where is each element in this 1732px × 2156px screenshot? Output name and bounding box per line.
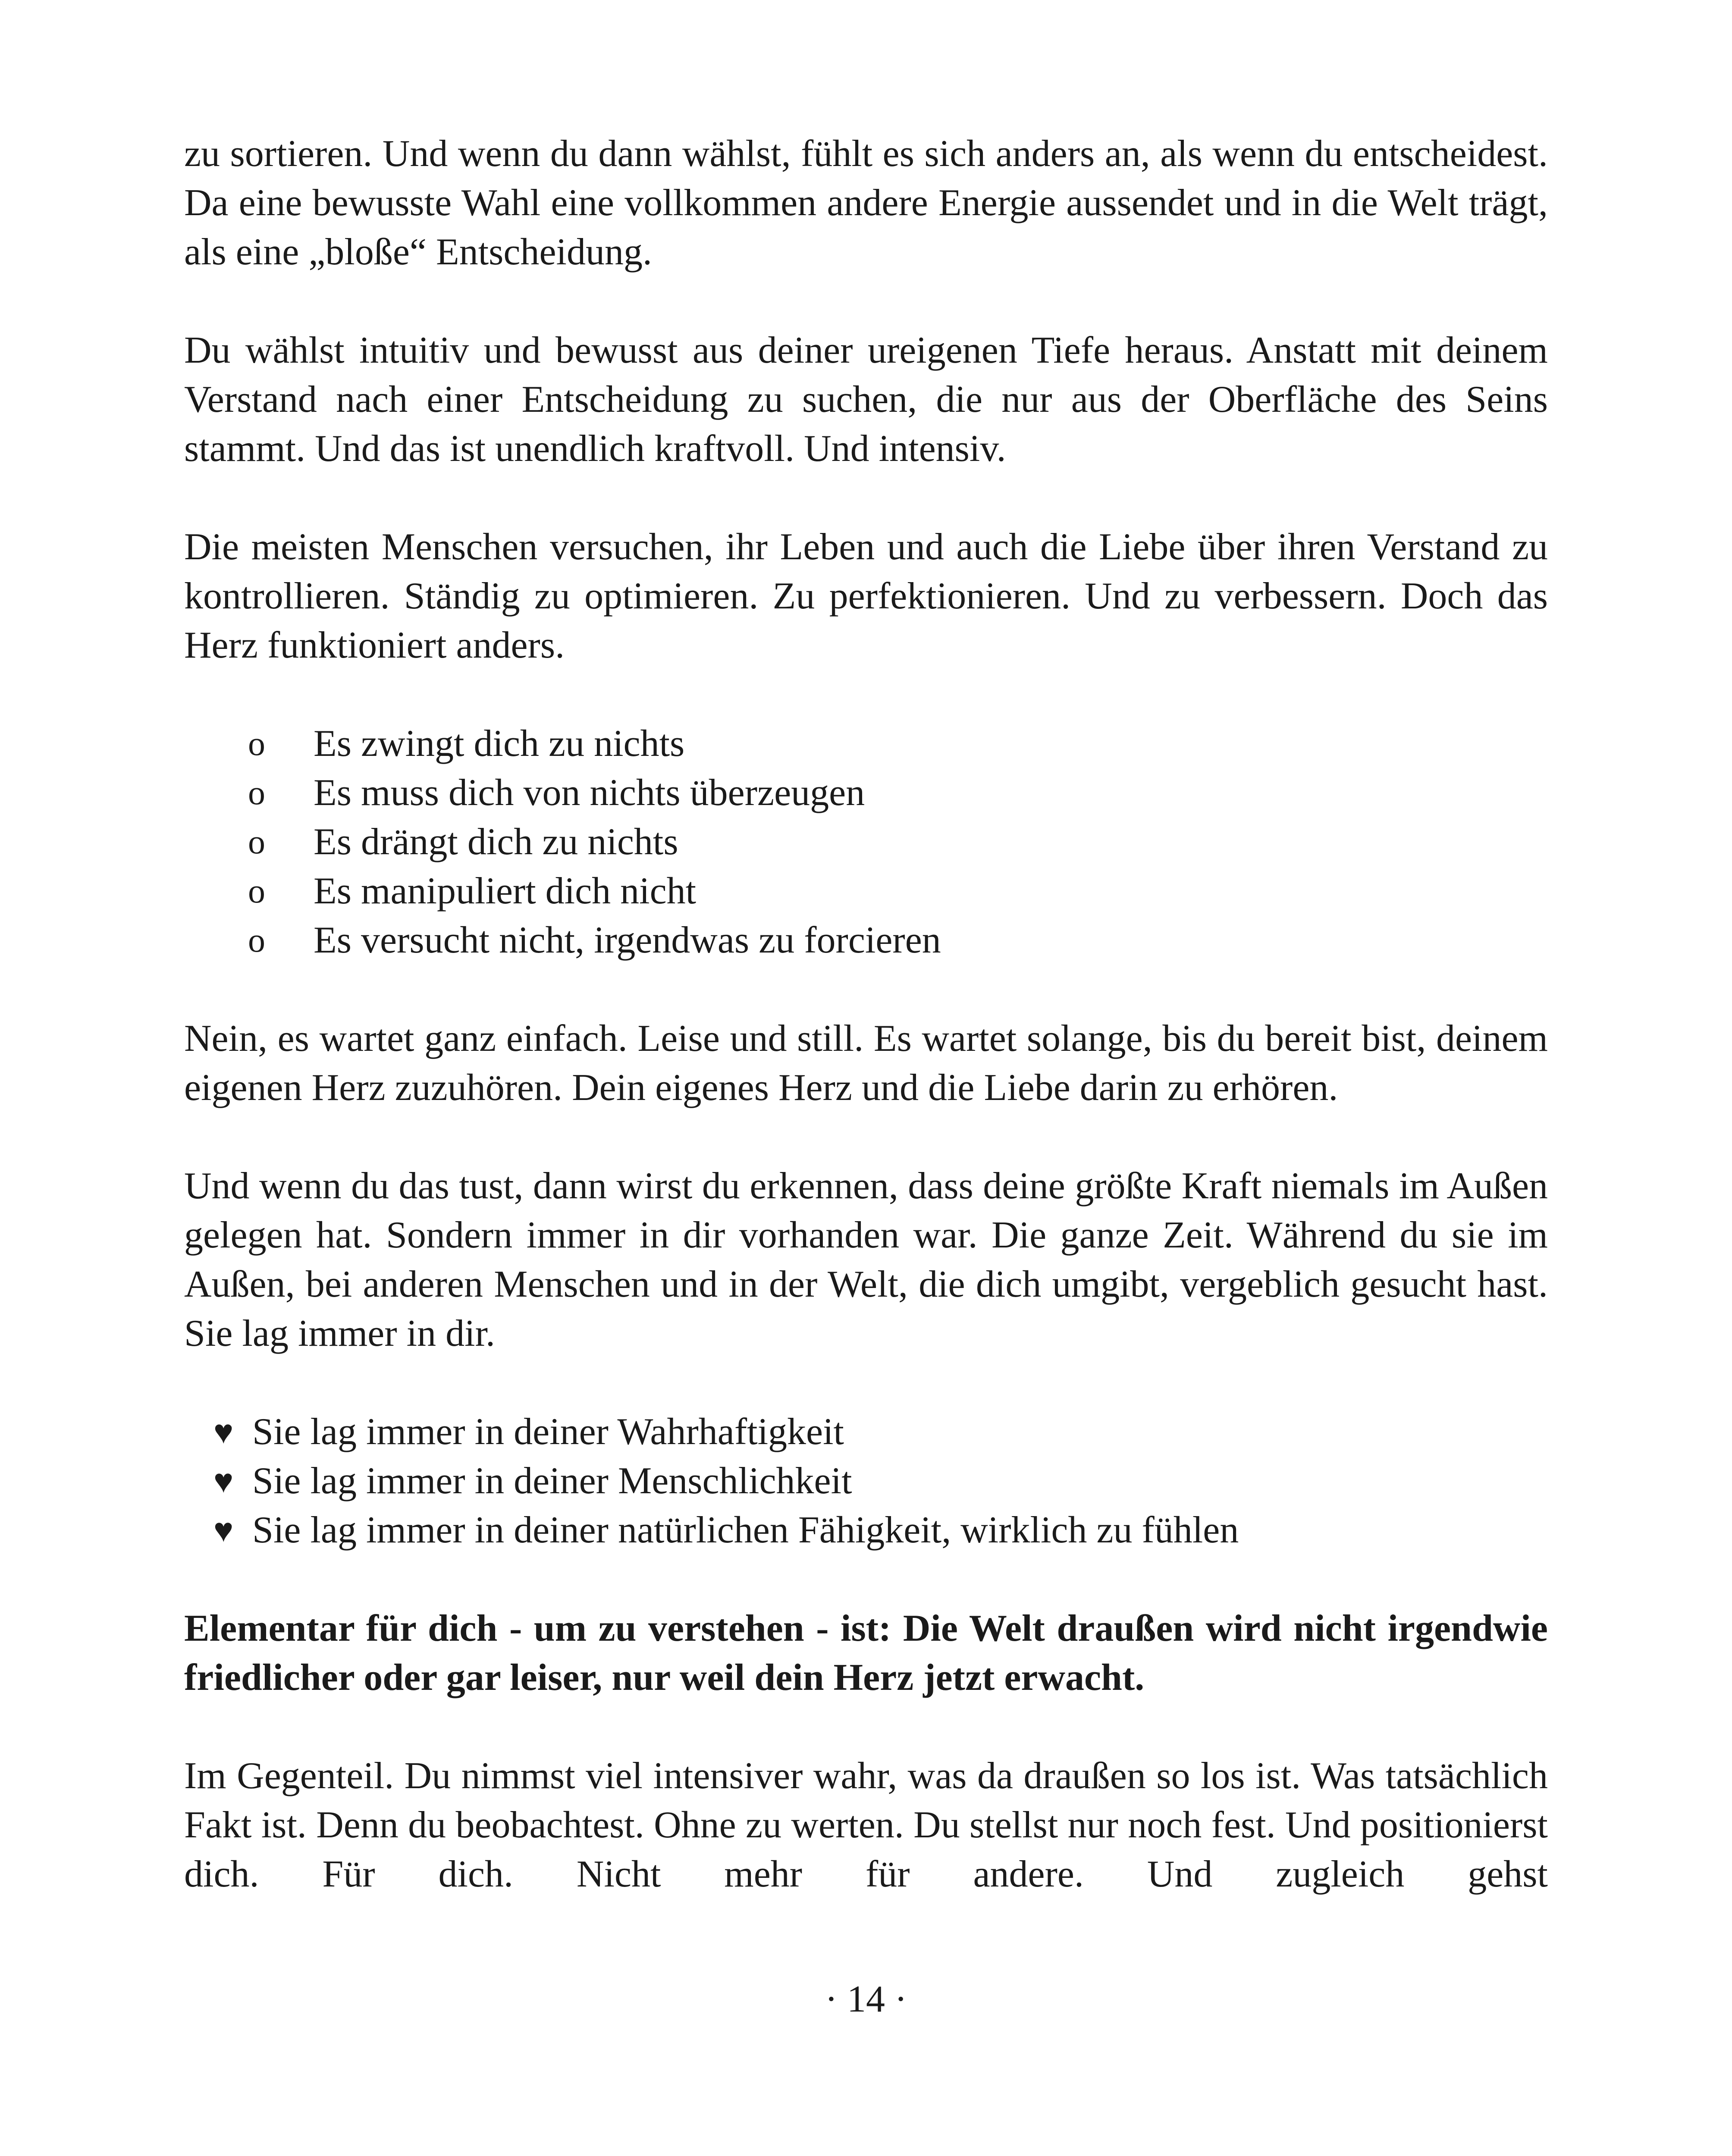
paragraph-5: Und wenn du das tust, dann wirst du erkennen, dass deine größte Kraft niemals im Außen gelegen hat. Sondern immer in dir vorhanden war. Die ganze Zeit. Während du sie im Außen, bei anderen Menschen und in der Welt, die dich umgibt, vergeblich gesucht hast. Sie lag immer in dir. <box>184 1165 1548 1354</box>
list-item-text: Es manipuliert dich nicht <box>314 870 697 912</box>
paragraph-gap <box>184 473 1548 523</box>
list-item <box>184 1407 1548 1457</box>
list-item <box>184 818 1548 867</box>
paragraph-gap <box>184 1702 1548 1752</box>
circle-bullet-list <box>184 719 1548 965</box>
document-page <box>184 129 1548 1899</box>
circle-bullet-icon: o <box>248 921 265 959</box>
circle-bullet-icon: o <box>248 872 265 910</box>
list-item-text: Sie lag immer in deiner natürlichen Fähigkeit, wirklich zu fühlen <box>252 1509 1239 1551</box>
circle-bullet-icon: o <box>248 774 265 812</box>
list-item <box>184 916 1548 965</box>
paragraph-6: Im Gegenteil. Du nimmst viel intensiver wahr, was da draußen so los ist. Was tatsächlich Fakt ist. Denn du beobachtest. Ohne zu werten. Du stellst nur noch fest. Und positionierst dich. Für dich. Nicht mehr für andere. Und zugleich gehst <box>184 1755 1548 1895</box>
list-item-text: Es drängt dich zu nichts <box>314 821 678 863</box>
paragraph-1: zu sortieren. Und wenn du dann wählst, fühlt es sich anders an, als wenn du entscheidest. Da eine bewusste Wahl eine vollkommen andere Energie aussendet und in die Welt trägt, als eine „bloße“ Entscheidung. <box>184 133 1548 273</box>
list-item <box>184 1506 1548 1555</box>
paragraph-gap <box>184 1358 1548 1407</box>
paragraph-2: Du wählst intuitiv und bewusst aus deiner ureigenen Tiefe heraus. Anstatt mit deinem Verstand nach einer Entscheidung zu suchen, die nur aus der Oberfläche des Seins stammt. Und das ist unendlich kraftvoll. Und intensiv. <box>184 329 1548 470</box>
bold-statement: Elementar für dich - um zu verstehen - ist: Die Welt draußen wird nicht irgendwie friedlicher oder gar leiser, nur weil dein Herz jetzt erwacht. <box>184 1608 1548 1698</box>
paragraph-gap <box>184 277 1548 326</box>
list-item <box>184 1457 1548 1506</box>
paragraph-gap <box>184 670 1548 719</box>
list-item <box>184 719 1548 768</box>
circle-bullet-icon: o <box>248 725 265 763</box>
list-item-text: Sie lag immer in deiner Wahrhaftigkeit <box>252 1411 844 1453</box>
paragraph-4: Nein, es wartet ganz einfach. Leise und still. Es wartet solange, bis du bereit bist, deinem eigenen Herz zuzuhören. Dein eigenes Herz und die Liebe darin zu erhören. <box>184 1018 1548 1109</box>
list-item <box>184 867 1548 916</box>
heart-bullet-icon: ♥ <box>213 1462 234 1500</box>
circle-bullet-icon: o <box>248 823 265 861</box>
paragraph-gap <box>184 1112 1548 1162</box>
heart-bullet-list <box>184 1407 1548 1555</box>
list-item-text: Es muss dich von nichts überzeugen <box>314 772 865 814</box>
heart-bullet-icon: ♥ <box>213 1511 234 1549</box>
list-item-text: Sie lag immer in deiner Menschlichkeit <box>252 1460 852 1502</box>
page-number: · 14 · <box>825 1978 907 2020</box>
list-item-text: Es versucht nicht, irgendwas zu forcieren <box>314 919 941 961</box>
heart-bullet-icon: ♥ <box>213 1413 234 1451</box>
paragraph-gap <box>184 965 1548 1014</box>
paragraph-3: Die meisten Menschen versuchen, ihr Leben und auch die Liebe über ihren Verstand zu kontrollieren. Ständig zu optimieren. Zu perfektionieren. Und zu verbessern. Doch das Herz funktioniert anders. <box>184 526 1548 666</box>
list-item-text: Es zwingt dich zu nichts <box>314 723 685 765</box>
list-item <box>184 768 1548 818</box>
paragraph-gap <box>184 1555 1548 1604</box>
